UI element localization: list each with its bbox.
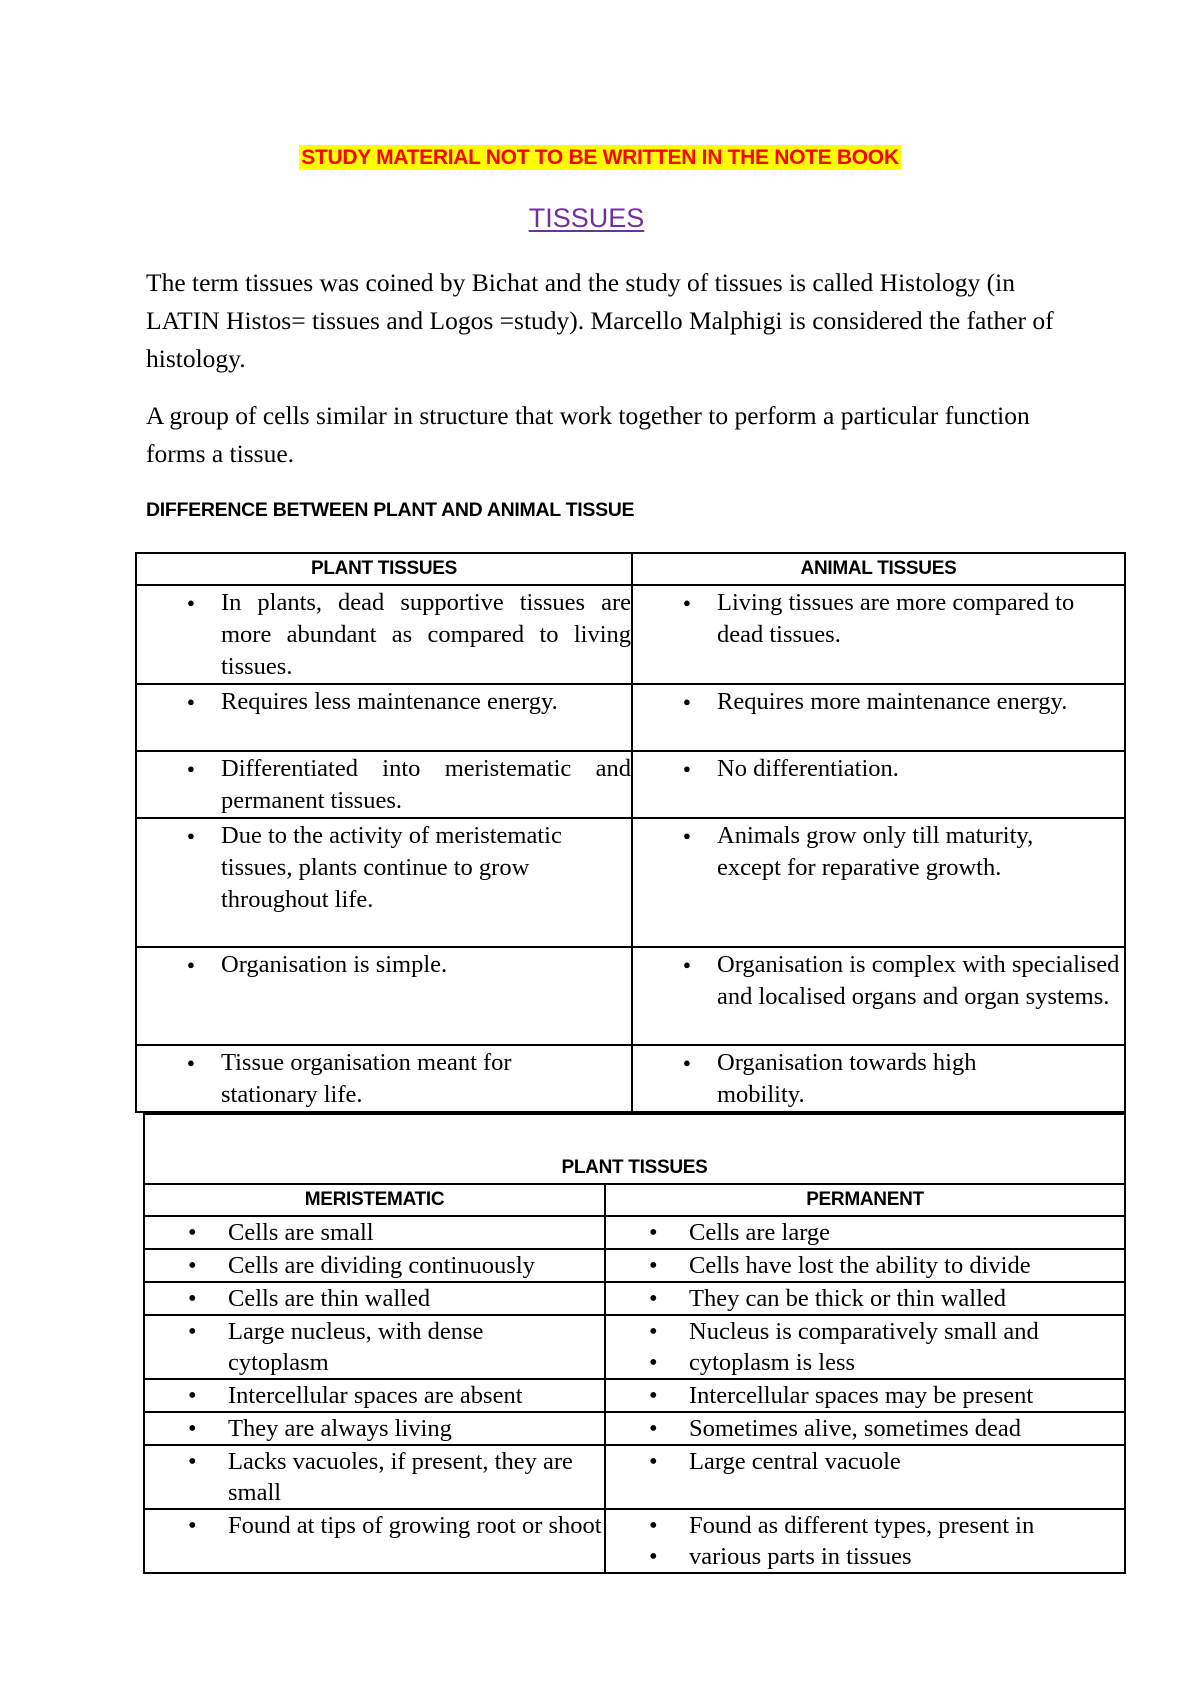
table-cell <box>144 1282 605 1315</box>
table-header-row <box>144 1184 1125 1216</box>
table-row <box>136 684 1125 751</box>
table-header-row <box>136 553 1125 585</box>
table-cell <box>605 1412 1125 1445</box>
list-item: • Sometimes alive, sometimes dead <box>689 1413 1124 1444</box>
table-row <box>144 1315 1125 1379</box>
table-cell <box>144 1445 605 1509</box>
list-item: ● Living tissues are more compared to dead tissues. <box>717 587 1124 651</box>
table-cell <box>632 684 1125 751</box>
list-item: ● No differentiation. <box>717 753 1124 785</box>
table-row <box>144 1509 1125 1573</box>
list-item: ● Organisation is simple. <box>221 949 631 981</box>
list-item: • Found as different types, present in <box>689 1510 1124 1541</box>
table-cell <box>144 1379 605 1412</box>
table-cell <box>605 1315 1125 1379</box>
column-header-meristematic: MERISTEMATIC <box>144 1184 605 1216</box>
plant-tissues-table <box>143 1113 1126 1574</box>
list-item: ● Organisation is complex with specialised and localised organs and organ systems. <box>717 949 1124 1013</box>
list-item: • Found at tips of growing root or shoot <box>228 1510 604 1541</box>
list-item: ● Differentiated into meristematic and permanent tissues. <box>221 753 631 817</box>
table-row <box>136 947 1125 1045</box>
table-cell <box>632 585 1125 684</box>
intro-paragraph-tissue: A group of cells similar in structure that work together to perform a particular function forms a tissue. <box>146 401 1030 468</box>
section-heading: DIFFERENCE BETWEEN PLANT AND ANIMAL TISSUE <box>146 499 635 521</box>
list-item: ● Tissue organisation meant for stationary life. <box>221 1047 631 1111</box>
plant-tissues-title: PLANT TISSUES <box>144 1114 1125 1184</box>
table-cell <box>136 585 632 684</box>
list-item: • Cells are large <box>689 1217 1124 1248</box>
intro-paragraph-definition: The term tissues was coined by Bichat and the study of tissues is called Histology (in LATIN Histos= tissues and Logos =study). Marcello Malphigi is considered the father of histology. <box>146 268 1054 373</box>
list-item: • Large nucleus, with dense cytoplasm <box>228 1316 604 1378</box>
table-cell <box>136 818 632 947</box>
table-row <box>144 1379 1125 1412</box>
list-item: ● Animals grow only till maturity, except for reparative growth. <box>717 820 1124 884</box>
list-item: ● Due to the activity of meristematic tissues, plants continue to grow throughout life. <box>221 820 631 916</box>
table-cell <box>632 1045 1125 1112</box>
table-cell <box>605 1379 1125 1412</box>
table-cell <box>136 947 632 1045</box>
page-title: TISSUES <box>528 203 645 233</box>
list-item: ● Organisation towards high mobility. <box>717 1047 1124 1111</box>
column-header-permanent: PERMANENT <box>605 1184 1125 1216</box>
table-row <box>136 585 1125 684</box>
list-item: • Intercellular spaces may be present <box>689 1380 1124 1411</box>
list-item: • Cells have lost the ability to divide <box>689 1250 1124 1281</box>
table-cell <box>632 947 1125 1045</box>
table-row <box>136 751 1125 818</box>
table-row <box>144 1282 1125 1315</box>
list-item: • Cells are thin walled <box>228 1283 604 1314</box>
table-cell <box>136 751 632 818</box>
list-item: • cytoplasm is less <box>689 1347 1124 1378</box>
table-row <box>144 1445 1125 1509</box>
table-cell <box>136 684 632 751</box>
table-row <box>136 1045 1125 1112</box>
list-item: • Lacks vacuoles, if present, they are small <box>228 1446 604 1508</box>
table-cell <box>605 1249 1125 1282</box>
table-row <box>144 1412 1125 1445</box>
list-item: • They can be thick or thin walled <box>689 1283 1124 1314</box>
list-item: • Nucleus is comparatively small and <box>689 1316 1124 1347</box>
table-cell <box>136 1045 632 1112</box>
table-cell <box>144 1249 605 1282</box>
table-cell <box>144 1315 605 1379</box>
table-cell <box>144 1216 605 1249</box>
list-item: ● In plants, dead supportive tissues are more abundant as compared to living tissues. <box>221 587 631 683</box>
table-cell <box>632 818 1125 947</box>
table-cell <box>632 751 1125 818</box>
study-material-banner: STUDY MATERIAL NOT TO BE WRITTEN IN THE NOTE BOOK <box>301 146 899 169</box>
list-item: • various parts in tissues <box>689 1541 1124 1572</box>
table-cell <box>605 1509 1125 1573</box>
column-header-plant: PLANT TISSUES <box>136 553 632 585</box>
list-item: • Cells are small <box>228 1217 604 1248</box>
table-cell <box>144 1509 605 1573</box>
title-container <box>0 203 1163 234</box>
table-row <box>136 818 1125 947</box>
list-item: • Cells are dividing continuously <box>228 1250 604 1281</box>
column-header-animal: ANIMAL TISSUES <box>632 553 1125 585</box>
list-item: ● Requires more maintenance energy. <box>717 686 1124 718</box>
list-item: • They are always living <box>228 1413 604 1444</box>
list-item: • Intercellular spaces are absent <box>228 1380 604 1411</box>
table-cell <box>605 1282 1125 1315</box>
banner-container <box>0 146 1200 170</box>
list-item: ● Requires less maintenance energy. <box>221 686 631 718</box>
table-row <box>144 1216 1125 1249</box>
table-cell <box>605 1216 1125 1249</box>
plant-animal-comparison-table <box>135 552 1126 1113</box>
table-cell <box>144 1412 605 1445</box>
table-row <box>144 1249 1125 1282</box>
table-cell <box>605 1445 1125 1509</box>
table-title-row <box>144 1114 1125 1184</box>
list-item: • Large central vacuole <box>689 1446 1124 1477</box>
